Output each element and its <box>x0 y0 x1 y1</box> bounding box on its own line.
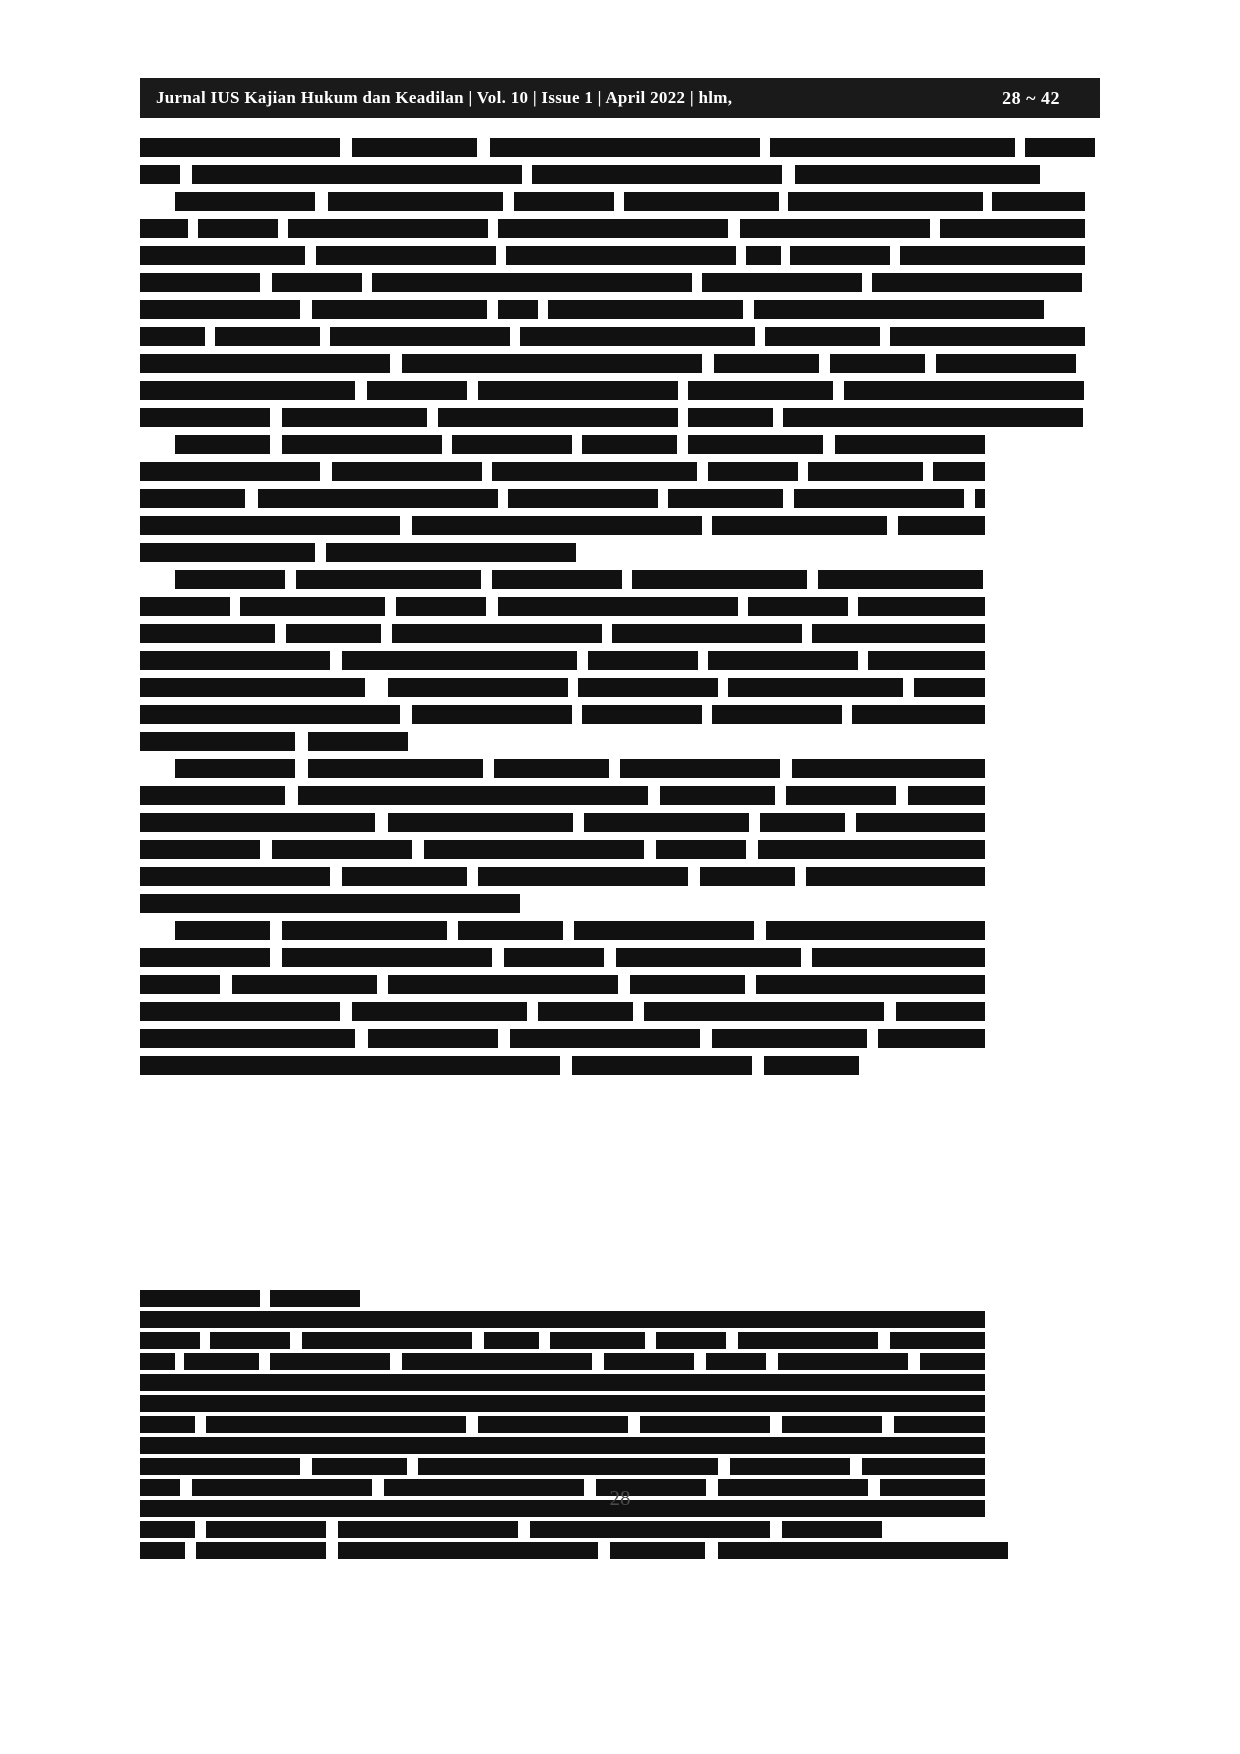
page-range-text: 28 ~ 42 <box>1002 87 1060 108</box>
redaction-mark <box>206 1521 326 1538</box>
redaction-mark <box>484 1332 539 1349</box>
redacted-line <box>140 300 985 319</box>
redaction-mark <box>494 759 609 778</box>
redaction-mark <box>192 165 522 184</box>
redacted-line <box>140 246 985 265</box>
redaction-mark <box>630 975 745 994</box>
redaction-mark <box>538 1002 633 1021</box>
redaction-mark <box>746 246 781 265</box>
redaction-mark <box>326 543 576 562</box>
redaction-mark <box>782 1521 882 1538</box>
redacted-line <box>140 1332 985 1349</box>
redaction-mark <box>812 948 985 967</box>
redaction-mark <box>794 489 964 508</box>
redacted-line <box>140 219 985 238</box>
redacted-line <box>140 678 985 697</box>
redaction-mark <box>140 678 365 697</box>
redacted-line <box>140 651 985 670</box>
redaction-mark <box>548 300 743 319</box>
redaction-mark <box>754 300 1044 319</box>
redaction-mark <box>788 192 983 211</box>
redaction-mark <box>702 273 862 292</box>
redacted-line <box>140 786 985 805</box>
redaction-mark <box>514 192 614 211</box>
redaction-mark <box>620 759 780 778</box>
redaction-mark <box>332 462 482 481</box>
redaction-mark <box>140 894 520 913</box>
redaction-mark <box>862 1458 985 1475</box>
paragraph <box>140 759 985 913</box>
redaction-mark <box>708 651 858 670</box>
redaction-mark <box>140 732 295 751</box>
redaction-mark <box>140 489 245 508</box>
redacted-line <box>140 705 985 724</box>
redaction-mark <box>766 921 985 940</box>
redaction-mark <box>914 678 985 697</box>
redaction-mark <box>856 813 985 832</box>
redaction-mark <box>764 1056 859 1075</box>
redaction-mark <box>412 516 702 535</box>
redaction-mark <box>582 705 702 724</box>
redaction-mark <box>140 1416 195 1433</box>
redaction-mark <box>478 381 678 400</box>
redacted-line <box>140 732 985 751</box>
redaction-mark <box>308 759 483 778</box>
redacted-line <box>140 975 985 994</box>
redaction-mark <box>712 516 887 535</box>
redaction-mark <box>388 678 568 697</box>
redaction-mark <box>140 165 180 184</box>
redaction-mark <box>584 813 749 832</box>
journal-citation-text: Jurnal IUS Kajian Hukum dan Keadilan | Vol. 10 | Issue 1 | April 2022 | hlm, <box>156 88 733 107</box>
redaction-mark <box>890 1332 985 1349</box>
redaction-mark <box>140 1002 340 1021</box>
redaction-mark <box>140 1332 200 1349</box>
redacted-line <box>140 867 985 886</box>
redaction-mark <box>140 597 230 616</box>
redaction-mark <box>140 624 275 643</box>
body-text-region <box>140 138 985 1083</box>
redaction-mark <box>418 1458 718 1475</box>
redaction-mark <box>368 1029 498 1048</box>
redaction-mark <box>140 354 390 373</box>
redaction-mark <box>660 786 775 805</box>
redaction-mark <box>175 192 315 211</box>
page-number: 28 <box>609 1486 631 1510</box>
redaction-mark <box>196 1542 326 1559</box>
redaction-mark <box>498 300 538 319</box>
redaction-mark <box>402 1353 592 1370</box>
redaction-mark <box>758 840 985 859</box>
redaction-mark <box>490 138 760 157</box>
redaction-mark <box>783 408 1083 427</box>
redaction-mark <box>184 1353 259 1370</box>
redacted-line <box>140 1056 985 1075</box>
redaction-mark <box>770 138 1015 157</box>
redaction-mark <box>920 1353 985 1370</box>
redacted-line <box>140 759 985 778</box>
redaction-mark <box>140 1395 985 1412</box>
redaction-mark <box>286 624 381 643</box>
redaction-mark <box>582 435 677 454</box>
redacted-line <box>140 516 985 535</box>
redaction-mark <box>700 867 795 886</box>
redaction-mark <box>936 354 1076 373</box>
redaction-mark <box>868 651 985 670</box>
redaction-mark <box>718 1542 1008 1559</box>
redacted-line <box>140 840 985 859</box>
redaction-mark <box>610 1542 705 1559</box>
redaction-mark <box>612 624 802 643</box>
redaction-mark <box>510 1029 700 1048</box>
redaction-mark <box>795 165 1040 184</box>
redaction-mark <box>640 1416 770 1433</box>
redaction-mark <box>140 813 375 832</box>
redaction-mark <box>975 489 985 508</box>
redaction-mark <box>452 435 572 454</box>
redaction-mark <box>765 327 880 346</box>
redacted-line <box>140 1374 985 1391</box>
redaction-mark <box>478 1416 628 1433</box>
redaction-mark <box>578 678 718 697</box>
redaction-mark <box>175 435 270 454</box>
redaction-mark <box>140 1290 260 1307</box>
redaction-mark <box>296 570 481 589</box>
redaction-mark <box>498 219 728 238</box>
redaction-mark <box>818 570 983 589</box>
redaction-mark <box>712 705 842 724</box>
redaction-mark <box>240 597 385 616</box>
paragraph <box>140 435 985 562</box>
redaction-mark <box>688 435 823 454</box>
redaction-mark <box>338 1542 598 1559</box>
redaction-mark <box>604 1353 694 1370</box>
redaction-mark <box>352 138 477 157</box>
redacted-line <box>140 489 985 508</box>
redaction-mark <box>830 354 925 373</box>
redaction-mark <box>175 759 295 778</box>
redaction-mark <box>812 624 985 643</box>
redacted-line <box>140 192 985 211</box>
redaction-mark <box>792 759 985 778</box>
redacted-line <box>140 1437 985 1454</box>
redaction-mark <box>396 597 486 616</box>
redaction-mark <box>894 1416 985 1433</box>
redaction-mark <box>140 381 355 400</box>
redaction-mark <box>140 651 330 670</box>
redaction-mark <box>140 867 330 886</box>
redaction-mark <box>402 354 702 373</box>
redaction-mark <box>140 1353 175 1370</box>
redacted-line <box>140 1542 985 1559</box>
redaction-mark <box>656 1332 726 1349</box>
redacted-line <box>140 813 985 832</box>
redaction-mark <box>532 165 782 184</box>
redaction-mark <box>140 516 400 535</box>
redacted-line <box>140 381 985 400</box>
redaction-mark <box>756 975 985 994</box>
redacted-line <box>140 1002 985 1021</box>
redaction-mark <box>644 1002 884 1021</box>
redaction-mark <box>392 624 602 643</box>
footnote-region <box>140 1290 985 1563</box>
redaction-mark <box>896 1002 985 1021</box>
redaction-mark <box>790 246 890 265</box>
redaction-mark <box>688 381 833 400</box>
redacted-line <box>140 1458 985 1475</box>
redaction-mark <box>282 435 442 454</box>
redaction-mark <box>748 597 848 616</box>
redaction-mark <box>140 246 305 265</box>
redaction-mark <box>232 975 377 994</box>
redaction-mark <box>140 1311 985 1328</box>
redaction-mark <box>140 948 270 967</box>
redaction-mark <box>198 219 278 238</box>
redacted-line <box>140 570 985 589</box>
redaction-mark <box>616 948 801 967</box>
redaction-mark <box>342 651 577 670</box>
redaction-mark <box>140 327 205 346</box>
redaction-mark <box>140 1056 560 1075</box>
redaction-mark <box>140 408 270 427</box>
redaction-mark <box>270 1353 390 1370</box>
redaction-mark <box>282 921 447 940</box>
redaction-mark <box>140 273 260 292</box>
redaction-mark <box>140 1437 985 1454</box>
redaction-mark <box>140 300 300 319</box>
redaction-mark <box>933 462 985 481</box>
redaction-mark <box>210 1332 290 1349</box>
redaction-mark <box>372 273 692 292</box>
redaction-mark <box>312 300 487 319</box>
redacted-line <box>140 948 985 967</box>
redaction-mark <box>388 975 618 994</box>
redaction-mark <box>140 840 260 859</box>
redaction-mark <box>1025 138 1095 157</box>
redaction-mark <box>270 1290 360 1307</box>
redaction-mark <box>282 408 427 427</box>
redaction-mark <box>898 516 985 535</box>
redaction-mark <box>388 813 573 832</box>
paragraph <box>140 138 985 184</box>
paragraph <box>140 192 985 427</box>
redaction-mark <box>175 921 270 940</box>
redaction-mark <box>478 867 688 886</box>
redaction-mark <box>140 219 188 238</box>
redaction-mark <box>900 246 1085 265</box>
redaction-mark <box>492 462 697 481</box>
redaction-mark <box>498 597 738 616</box>
redaction-mark <box>668 489 783 508</box>
redaction-mark <box>940 219 1085 238</box>
redacted-line <box>140 435 985 454</box>
running-header <box>140 78 1100 118</box>
redaction-mark <box>708 462 798 481</box>
redacted-line <box>140 1395 985 1412</box>
redaction-mark <box>206 1416 466 1433</box>
redaction-mark <box>908 786 985 805</box>
redacted-line <box>140 462 985 481</box>
redaction-mark <box>588 651 698 670</box>
redacted-line <box>140 1416 985 1433</box>
redacted-line <box>140 327 985 346</box>
redaction-mark <box>852 705 985 724</box>
redaction-mark <box>712 1029 867 1048</box>
redaction-mark <box>282 948 492 967</box>
redaction-mark <box>140 138 340 157</box>
redaction-mark <box>504 948 604 967</box>
redaction-mark <box>738 1332 878 1349</box>
redaction-mark <box>412 705 572 724</box>
redacted-line <box>140 1029 985 1048</box>
redacted-line <box>140 165 985 184</box>
redaction-mark <box>140 1542 185 1559</box>
redaction-mark <box>872 273 1082 292</box>
redaction-mark <box>714 354 819 373</box>
redaction-mark <box>328 192 503 211</box>
redaction-mark <box>342 867 467 886</box>
redaction-mark <box>550 1332 645 1349</box>
redaction-mark <box>140 543 315 562</box>
redaction-mark <box>458 921 563 940</box>
redaction-mark <box>656 840 746 859</box>
redacted-line <box>140 624 985 643</box>
paragraph <box>140 921 985 1075</box>
redaction-mark <box>844 381 1084 400</box>
redacted-line <box>140 1353 985 1370</box>
redacted-line <box>140 1290 985 1307</box>
redaction-mark <box>140 1458 300 1475</box>
redaction-mark <box>272 840 412 859</box>
redaction-mark <box>140 975 220 994</box>
redacted-line <box>140 138 985 157</box>
redaction-mark <box>330 327 510 346</box>
redaction-mark <box>688 408 773 427</box>
redaction-mark <box>740 219 930 238</box>
redaction-mark <box>728 678 903 697</box>
redaction-mark <box>352 1002 527 1021</box>
redaction-mark <box>890 327 1085 346</box>
redaction-mark <box>367 381 467 400</box>
redaction-mark <box>215 327 320 346</box>
redacted-line <box>140 408 985 427</box>
redaction-mark <box>878 1029 985 1048</box>
redaction-mark <box>316 246 496 265</box>
redacted-line <box>140 894 985 913</box>
redaction-mark <box>338 1521 518 1538</box>
redaction-mark <box>438 408 678 427</box>
redaction-mark <box>312 1458 407 1475</box>
redacted-line <box>140 597 985 616</box>
redaction-mark <box>706 1353 766 1370</box>
redaction-mark <box>140 462 320 481</box>
redaction-mark <box>508 489 658 508</box>
redacted-line <box>140 1311 985 1328</box>
redacted-line <box>140 921 985 940</box>
redaction-mark <box>530 1521 770 1538</box>
redaction-mark <box>424 840 644 859</box>
redaction-mark <box>140 705 400 724</box>
redacted-line <box>140 1521 985 1538</box>
redaction-mark <box>175 570 285 589</box>
redacted-line <box>140 543 985 562</box>
redaction-mark <box>730 1458 850 1475</box>
redaction-mark <box>492 570 622 589</box>
redaction-mark <box>782 1416 882 1433</box>
redaction-mark <box>806 867 985 886</box>
redaction-mark <box>624 192 779 211</box>
redacted-line <box>140 273 985 292</box>
redaction-mark <box>808 462 923 481</box>
redaction-mark <box>572 1056 752 1075</box>
redaction-mark <box>272 273 362 292</box>
redaction-mark <box>778 1353 908 1370</box>
redaction-mark <box>992 192 1085 211</box>
redaction-mark <box>140 1521 195 1538</box>
redaction-mark <box>520 327 755 346</box>
redaction-mark <box>302 1332 472 1349</box>
paragraph <box>140 570 985 751</box>
redaction-mark <box>258 489 498 508</box>
redaction-mark <box>632 570 807 589</box>
redaction-mark <box>288 219 488 238</box>
redaction-mark <box>760 813 845 832</box>
redaction-mark <box>140 1374 985 1391</box>
redaction-mark <box>140 786 285 805</box>
redaction-mark <box>835 435 985 454</box>
redaction-mark <box>506 246 736 265</box>
redacted-line <box>140 354 985 373</box>
redaction-mark <box>786 786 896 805</box>
redaction-mark <box>858 597 985 616</box>
redaction-mark <box>574 921 754 940</box>
redaction-mark <box>298 786 648 805</box>
redaction-mark <box>140 1029 355 1048</box>
redaction-mark <box>308 732 408 751</box>
